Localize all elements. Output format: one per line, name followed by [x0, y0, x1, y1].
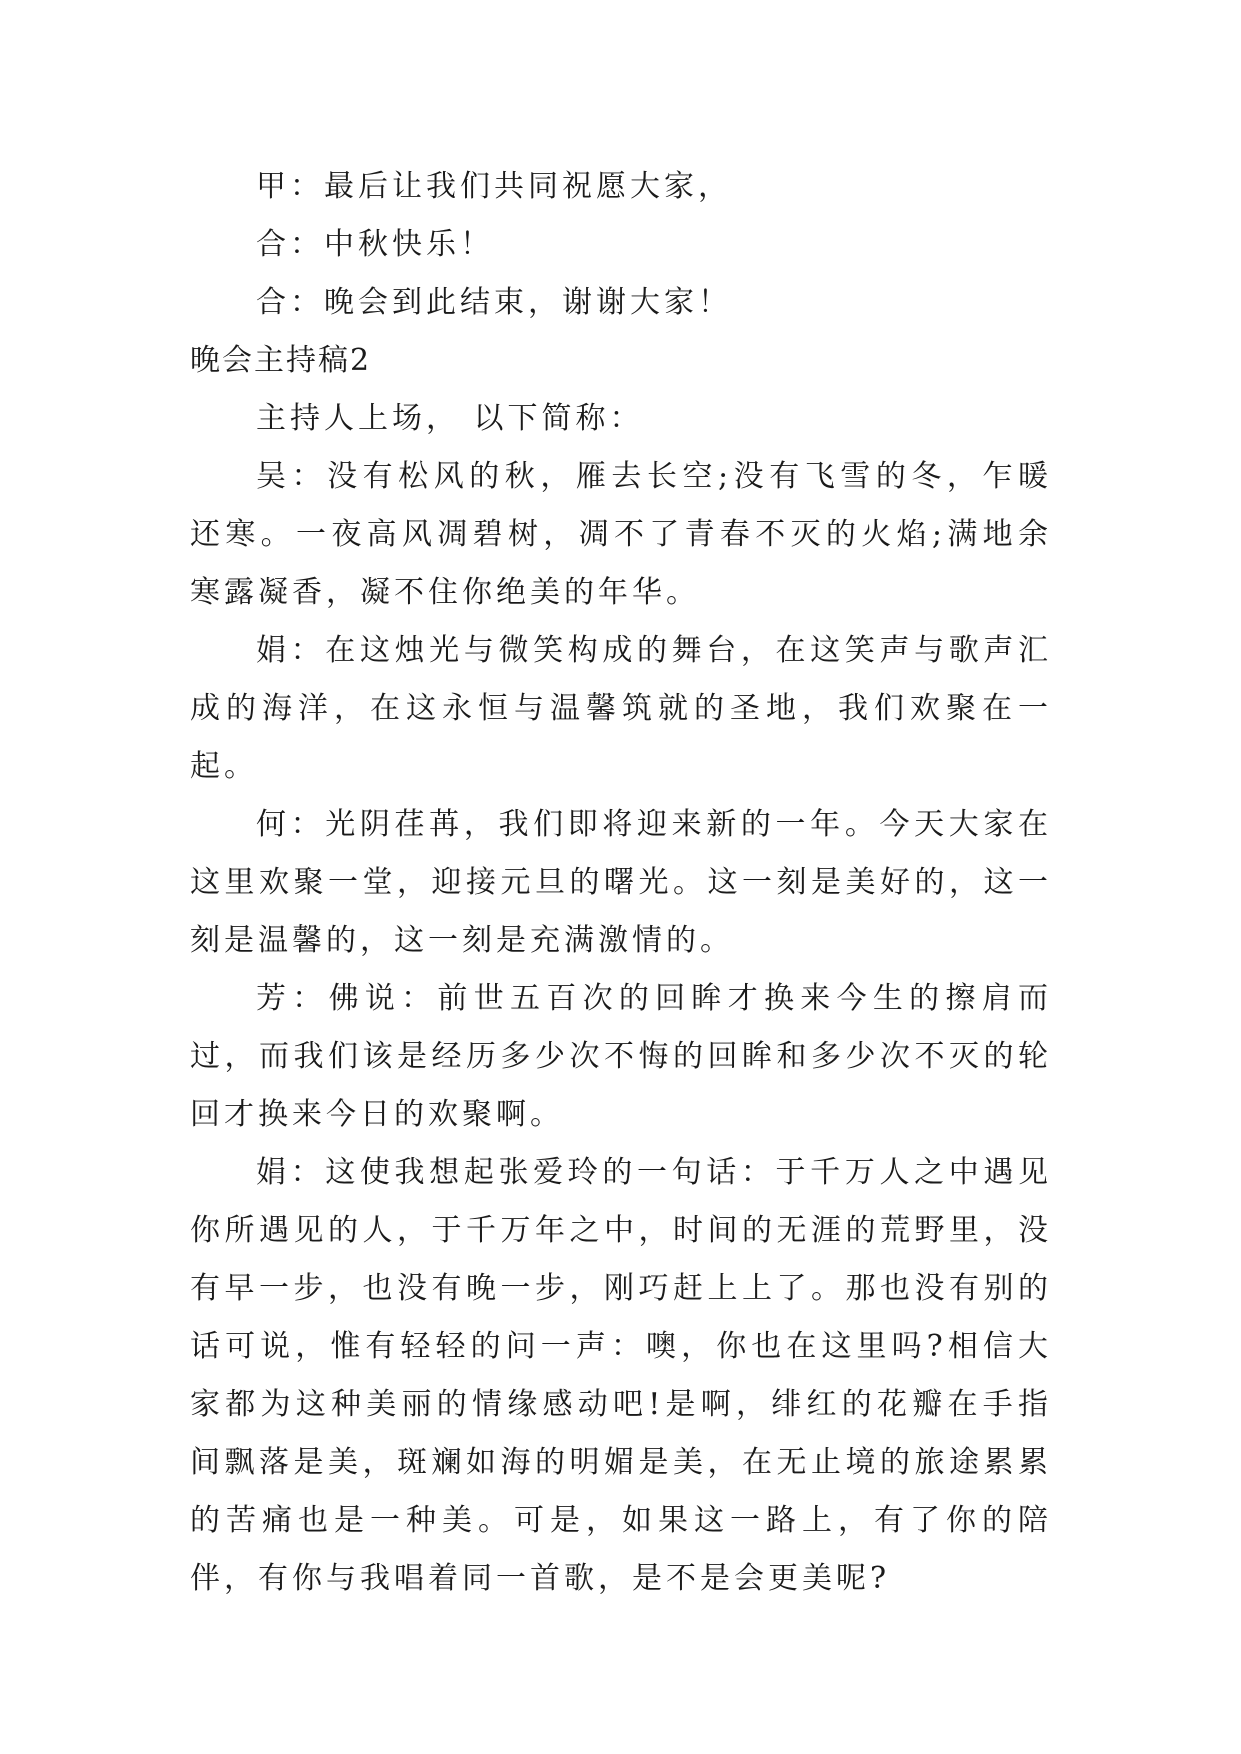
dialogue-line-jia: 甲：最后让我们共同祝愿大家，	[256, 169, 732, 204]
dialogue-line-he-1: 合：中秋快乐！	[256, 227, 494, 262]
paragraph-fang: 芳：佛说：前世五百次的回眸才换来今生的擦肩而过，而我们该是经历多少次不悔的回眸和多少次不灭的轮回才换来今日的欢聚啊。	[190, 981, 1052, 1132]
dialogue-line-he-2: 合：晚会到此结束，谢谢大家！	[256, 285, 732, 320]
intro-line: 主持人上场， 以下简称：	[256, 401, 644, 436]
section-title: 晚会主持稿2	[190, 343, 372, 378]
paragraph-he: 何：光阴荏苒，我们即将迎来新的一年。今天大家在这里欢聚一堂，迎接元旦的曙光。这一刻是美好的，这一刻是温馨的，这一刻是充满激情的。	[190, 807, 1052, 958]
document-body	[190, 158, 1052, 1608]
paragraph-juan-2: 娟：这使我想起张爱玲的一句话：于千万人之中遇见你所遇见的人，于千万年之中，时间的无涯的荒野里，没有早一步，也没有晚一步，刚巧赶上上了。那也没有别的话可说，惟有轻轻的问一声：噢，你也在这里吗?相信大家都为这种美丽的情缘感动吧!是啊，绯红的花瓣在手指间飘落是美，斑斓如海的明媚是美，在无止境的旅途累累的苦痛也是一种美。可是，如果这一路上，有了你的陪伴，有你与我唱着同一首歌，是不是会更美呢?	[190, 1155, 1052, 1596]
paragraph-juan-1: 娟：在这烛光与微笑构成的舞台，在这笑声与歌声汇成的海洋，在这永恒与温馨筑就的圣地，我们欢聚在一起。	[190, 633, 1052, 784]
paragraph-wu: 吴：没有松风的秋，雁去长空;没有飞雪的冬，乍暖还寒。一夜高风凋碧树，凋不了青春不灭的火焰;满地余寒露凝香，凝不住你绝美的年华。	[190, 459, 1052, 610]
